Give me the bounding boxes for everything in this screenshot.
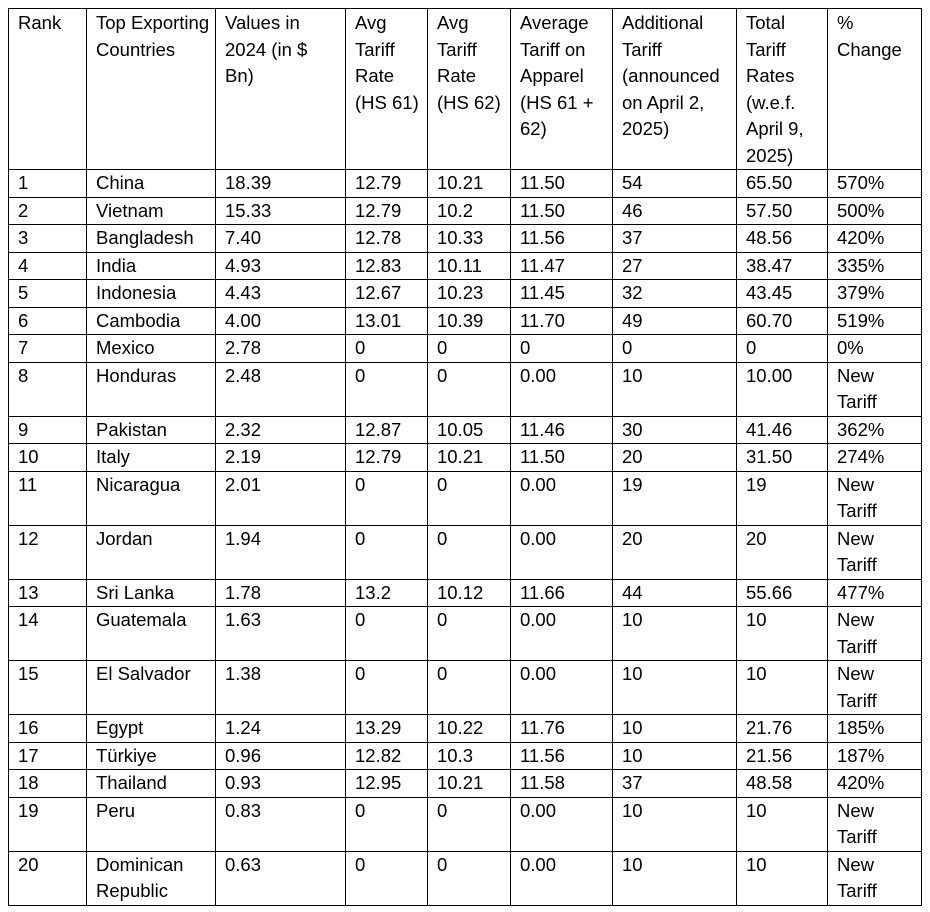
total-tariff-cell: 57.50 — [737, 197, 828, 225]
country-cell: Bangladesh — [87, 225, 216, 253]
total-tariff-cell: 21.76 — [737, 715, 828, 743]
country-cell: Dominican Republic — [87, 851, 216, 905]
tariff-apparel-cell: 11.45 — [511, 280, 613, 308]
value-cell: 2.78 — [216, 335, 346, 363]
additional-tariff-cell: 27 — [613, 252, 737, 280]
value-cell: 0.63 — [216, 851, 346, 905]
percent-change-cell: New Tariff — [828, 525, 922, 579]
country-cell: Sri Lanka — [87, 579, 216, 607]
header-additional-tariff: Additional Tariff (announced on April 2, 2025) — [613, 9, 737, 170]
total-tariff-cell: 43.45 — [737, 280, 828, 308]
header-percent-change: % Change — [828, 9, 922, 170]
additional-tariff-cell: 10 — [613, 362, 737, 416]
additional-tariff-cell: 30 — [613, 416, 737, 444]
tariff-hs61-cell: 0 — [346, 362, 428, 416]
rank-cell: 3 — [9, 225, 87, 253]
country-cell: China — [87, 170, 216, 198]
country-cell: Guatemala — [87, 607, 216, 661]
value-cell: 18.39 — [216, 170, 346, 198]
header-tariff-apparel: Average Tariff on Apparel (HS 61 + 62) — [511, 9, 613, 170]
percent-change-cell: 420% — [828, 225, 922, 253]
tariff-apparel-cell: 0.00 — [511, 851, 613, 905]
tariff-hs62-cell: 10.21 — [428, 170, 511, 198]
tariff-hs62-cell: 0 — [428, 607, 511, 661]
table-row — [9, 444, 922, 472]
tariff-apparel-cell: 0.00 — [511, 525, 613, 579]
tariff-hs61-cell: 12.82 — [346, 742, 428, 770]
value-cell: 15.33 — [216, 197, 346, 225]
rank-cell: 9 — [9, 416, 87, 444]
value-cell: 2.48 — [216, 362, 346, 416]
additional-tariff-cell: 10 — [613, 715, 737, 743]
total-tariff-cell: 10 — [737, 661, 828, 715]
country-cell: Nicaragua — [87, 471, 216, 525]
tariff-hs61-cell: 0 — [346, 471, 428, 525]
tariff-hs61-cell: 13.29 — [346, 715, 428, 743]
tariff-hs61-cell: 12.79 — [346, 170, 428, 198]
tariff-apparel-cell: 11.70 — [511, 307, 613, 335]
additional-tariff-cell: 10 — [613, 742, 737, 770]
additional-tariff-cell: 10 — [613, 607, 737, 661]
value-cell: 1.24 — [216, 715, 346, 743]
percent-change-cell: New Tariff — [828, 362, 922, 416]
table-row — [9, 770, 922, 798]
tariff-hs61-cell: 12.95 — [346, 770, 428, 798]
table-row — [9, 579, 922, 607]
total-tariff-cell: 38.47 — [737, 252, 828, 280]
country-cell: Egypt — [87, 715, 216, 743]
tariff-apparel-cell: 0.00 — [511, 661, 613, 715]
total-tariff-cell: 31.50 — [737, 444, 828, 472]
value-cell: 4.93 — [216, 252, 346, 280]
percent-change-cell: 379% — [828, 280, 922, 308]
tariff-hs61-cell: 13.01 — [346, 307, 428, 335]
tariff-hs62-cell: 10.05 — [428, 416, 511, 444]
tariff-hs61-cell: 12.83 — [346, 252, 428, 280]
additional-tariff-cell: 54 — [613, 170, 737, 198]
rank-cell: 7 — [9, 335, 87, 363]
percent-change-cell: 185% — [828, 715, 922, 743]
table-row — [9, 416, 922, 444]
additional-tariff-cell: 20 — [613, 444, 737, 472]
rank-cell: 14 — [9, 607, 87, 661]
tariff-apparel-cell: 11.50 — [511, 444, 613, 472]
percent-change-cell: 335% — [828, 252, 922, 280]
tariff-table — [8, 8, 922, 906]
value-cell: 0.96 — [216, 742, 346, 770]
header-tariff-hs61: Avg Tariff Rate (HS 61) — [346, 9, 428, 170]
header-country: Top Exporting Countries — [87, 9, 216, 170]
total-tariff-cell: 10 — [737, 851, 828, 905]
tariff-hs62-cell: 10.21 — [428, 770, 511, 798]
rank-cell: 1 — [9, 170, 87, 198]
value-cell: 1.78 — [216, 579, 346, 607]
percent-change-cell: New Tariff — [828, 797, 922, 851]
header-value-2024: Values in 2024 (in $ Bn) — [216, 9, 346, 170]
value-cell: 0.93 — [216, 770, 346, 798]
tariff-apparel-cell: 11.66 — [511, 579, 613, 607]
rank-cell: 4 — [9, 252, 87, 280]
percent-change-cell: 420% — [828, 770, 922, 798]
tariff-apparel-cell: 0.00 — [511, 797, 613, 851]
table-row — [9, 851, 922, 905]
table-row — [9, 715, 922, 743]
tariff-apparel-cell: 11.50 — [511, 170, 613, 198]
country-cell: Jordan — [87, 525, 216, 579]
additional-tariff-cell: 0 — [613, 335, 737, 363]
table-body — [9, 170, 922, 906]
rank-cell: 11 — [9, 471, 87, 525]
tariff-hs61-cell: 0 — [346, 851, 428, 905]
rank-cell: 20 — [9, 851, 87, 905]
tariff-hs62-cell: 10.39 — [428, 307, 511, 335]
table-row — [9, 335, 922, 363]
tariff-apparel-cell: 11.56 — [511, 225, 613, 253]
tariff-apparel-cell: 11.58 — [511, 770, 613, 798]
header-rank: Rank — [9, 9, 87, 170]
additional-tariff-cell: 20 — [613, 525, 737, 579]
header-tariff-hs62: Avg Tariff Rate (HS 62) — [428, 9, 511, 170]
table-row — [9, 525, 922, 579]
additional-tariff-cell: 37 — [613, 225, 737, 253]
rank-cell: 12 — [9, 525, 87, 579]
percent-change-cell: New Tariff — [828, 851, 922, 905]
tariff-hs61-cell: 0 — [346, 607, 428, 661]
percent-change-cell: 519% — [828, 307, 922, 335]
total-tariff-cell: 0 — [737, 335, 828, 363]
tariff-hs62-cell: 10.12 — [428, 579, 511, 607]
tariff-hs61-cell: 0 — [346, 797, 428, 851]
country-cell: Peru — [87, 797, 216, 851]
additional-tariff-cell: 19 — [613, 471, 737, 525]
tariff-hs61-cell: 0 — [346, 661, 428, 715]
table-row — [9, 362, 922, 416]
tariff-hs62-cell: 0 — [428, 525, 511, 579]
additional-tariff-cell: 10 — [613, 661, 737, 715]
tariff-apparel-cell: 11.46 — [511, 416, 613, 444]
additional-tariff-cell: 10 — [613, 797, 737, 851]
percent-change-cell: 500% — [828, 197, 922, 225]
tariff-hs61-cell: 13.2 — [346, 579, 428, 607]
header-row — [9, 9, 922, 170]
country-cell: Mexico — [87, 335, 216, 363]
tariff-hs62-cell: 0 — [428, 471, 511, 525]
country-cell: Cambodia — [87, 307, 216, 335]
additional-tariff-cell: 44 — [613, 579, 737, 607]
tariff-apparel-cell: 0.00 — [511, 607, 613, 661]
tariff-hs62-cell: 10.23 — [428, 280, 511, 308]
additional-tariff-cell: 49 — [613, 307, 737, 335]
country-cell: Türkiye — [87, 742, 216, 770]
tariff-hs62-cell: 0 — [428, 661, 511, 715]
tariff-hs62-cell: 10.2 — [428, 197, 511, 225]
tariff-apparel-cell: 11.56 — [511, 742, 613, 770]
tariff-apparel-cell: 11.76 — [511, 715, 613, 743]
rank-cell: 15 — [9, 661, 87, 715]
percent-change-cell: 570% — [828, 170, 922, 198]
tariff-apparel-cell: 0.00 — [511, 362, 613, 416]
value-cell: 2.32 — [216, 416, 346, 444]
percent-change-cell: 187% — [828, 742, 922, 770]
value-cell: 1.38 — [216, 661, 346, 715]
rank-cell: 2 — [9, 197, 87, 225]
table-row — [9, 742, 922, 770]
table-header — [9, 9, 922, 170]
rank-cell: 13 — [9, 579, 87, 607]
value-cell: 4.43 — [216, 280, 346, 308]
tariff-hs62-cell: 0 — [428, 797, 511, 851]
table-row — [9, 280, 922, 308]
value-cell: 0.83 — [216, 797, 346, 851]
total-tariff-cell: 19 — [737, 471, 828, 525]
value-cell: 2.01 — [216, 471, 346, 525]
country-cell: Honduras — [87, 362, 216, 416]
additional-tariff-cell: 37 — [613, 770, 737, 798]
value-cell: 7.40 — [216, 225, 346, 253]
table-row — [9, 797, 922, 851]
value-cell: 1.63 — [216, 607, 346, 661]
total-tariff-cell: 10.00 — [737, 362, 828, 416]
rank-cell: 10 — [9, 444, 87, 472]
rank-cell: 19 — [9, 797, 87, 851]
total-tariff-cell: 65.50 — [737, 170, 828, 198]
percent-change-cell: New Tariff — [828, 607, 922, 661]
country-cell: Pakistan — [87, 416, 216, 444]
tariff-hs62-cell: 0 — [428, 362, 511, 416]
country-cell: Thailand — [87, 770, 216, 798]
table-row — [9, 307, 922, 335]
tariff-apparel-cell: 11.50 — [511, 197, 613, 225]
tariff-hs62-cell: 10.22 — [428, 715, 511, 743]
percent-change-cell: New Tariff — [828, 471, 922, 525]
percent-change-cell: 274% — [828, 444, 922, 472]
tariff-hs62-cell: 10.21 — [428, 444, 511, 472]
tariff-apparel-cell: 0.00 — [511, 471, 613, 525]
total-tariff-cell: 10 — [737, 797, 828, 851]
value-cell: 4.00 — [216, 307, 346, 335]
tariff-apparel-cell: 0 — [511, 335, 613, 363]
tariff-hs61-cell: 12.87 — [346, 416, 428, 444]
total-tariff-cell: 55.66 — [737, 579, 828, 607]
rank-cell: 5 — [9, 280, 87, 308]
table-row — [9, 471, 922, 525]
country-cell: India — [87, 252, 216, 280]
table-row — [9, 197, 922, 225]
table-row — [9, 607, 922, 661]
rank-cell: 6 — [9, 307, 87, 335]
tariff-hs61-cell: 0 — [346, 525, 428, 579]
percent-change-cell: 477% — [828, 579, 922, 607]
tariff-hs61-cell: 12.78 — [346, 225, 428, 253]
rank-cell: 8 — [9, 362, 87, 416]
table-row — [9, 252, 922, 280]
additional-tariff-cell: 32 — [613, 280, 737, 308]
country-cell: Indonesia — [87, 280, 216, 308]
country-cell: Italy — [87, 444, 216, 472]
tariff-hs61-cell: 12.79 — [346, 444, 428, 472]
total-tariff-cell: 60.70 — [737, 307, 828, 335]
total-tariff-cell: 20 — [737, 525, 828, 579]
tariff-hs62-cell: 10.3 — [428, 742, 511, 770]
country-cell: El Salvador — [87, 661, 216, 715]
table-row — [9, 661, 922, 715]
additional-tariff-cell: 46 — [613, 197, 737, 225]
rank-cell: 18 — [9, 770, 87, 798]
tariff-hs61-cell: 12.67 — [346, 280, 428, 308]
rank-cell: 17 — [9, 742, 87, 770]
table-row — [9, 170, 922, 198]
percent-change-cell: 0% — [828, 335, 922, 363]
tariff-hs62-cell: 0 — [428, 851, 511, 905]
total-tariff-cell: 41.46 — [737, 416, 828, 444]
tariff-apparel-cell: 11.47 — [511, 252, 613, 280]
percent-change-cell: 362% — [828, 416, 922, 444]
additional-tariff-cell: 10 — [613, 851, 737, 905]
country-cell: Vietnam — [87, 197, 216, 225]
tariff-hs62-cell: 10.11 — [428, 252, 511, 280]
table-row — [9, 225, 922, 253]
total-tariff-cell: 21.56 — [737, 742, 828, 770]
value-cell: 1.94 — [216, 525, 346, 579]
total-tariff-cell: 48.56 — [737, 225, 828, 253]
rank-cell: 16 — [9, 715, 87, 743]
total-tariff-cell: 10 — [737, 607, 828, 661]
value-cell: 2.19 — [216, 444, 346, 472]
tariff-hs62-cell: 0 — [428, 335, 511, 363]
tariff-hs62-cell: 10.33 — [428, 225, 511, 253]
header-total-tariff: Total Tariff Rates (w.e.f. April 9, 2025) — [737, 9, 828, 170]
total-tariff-cell: 48.58 — [737, 770, 828, 798]
tariff-hs61-cell: 12.79 — [346, 197, 428, 225]
tariff-hs61-cell: 0 — [346, 335, 428, 363]
percent-change-cell: New Tariff — [828, 661, 922, 715]
